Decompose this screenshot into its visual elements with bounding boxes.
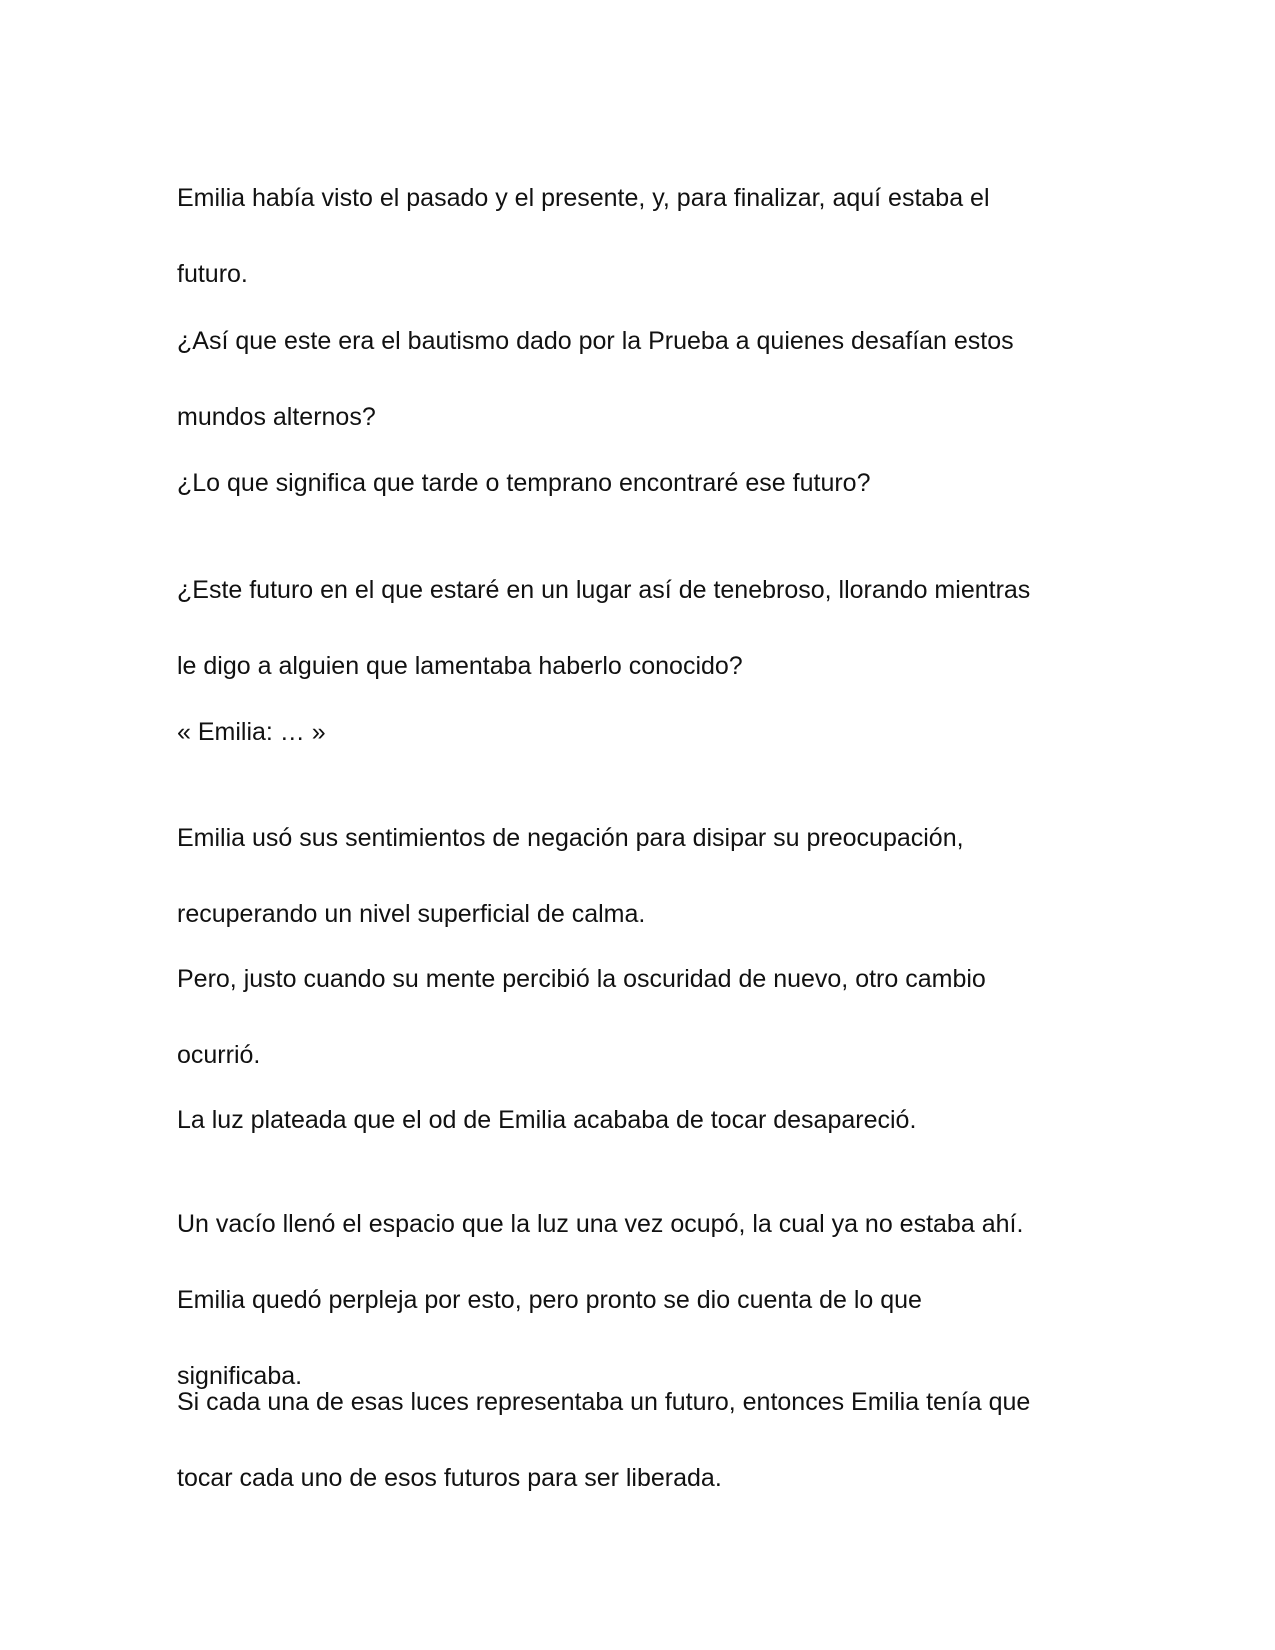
paragraph-line: Un vacío llenó el espacio que la luz una vez ocupó, la cual ya no estaba ahí.: [177, 1210, 1024, 1238]
paragraph-line: futuro.: [177, 260, 248, 288]
paragraph-line: Pero, justo cuando su mente percibió la oscuridad de nuevo, otro cambio: [177, 965, 986, 993]
paragraph-3: [177, 426, 1117, 540]
paragraph-line: ¿Este futuro en el que estaré en un lugar así de tenebroso, llorando mientras: [177, 576, 1031, 604]
paragraph-line: « Emilia: … »: [177, 718, 326, 746]
paragraph-line: Si cada una de esas luces representaba un futuro, entonces Emilia tenía que: [177, 1388, 1031, 1416]
paragraph-line: significaba.: [177, 1362, 303, 1390]
paragraph-line: ¿Lo que significa que tarde o temprano encontraré ese futuro?: [177, 469, 871, 497]
paragraph-line: recuperando un nivel superficial de calma.: [177, 900, 646, 928]
paragraph-5: [177, 675, 1117, 789]
paragraph-line: Emilia quedó perpleja por esto, pero pronto se dio cuenta de lo que: [177, 1286, 922, 1314]
paragraph-line: tocar cada uno de esos futuros para ser liberada.: [177, 1464, 722, 1492]
paragraph-line: le digo a alguien que lamentaba haberlo conocido?: [177, 652, 743, 680]
paragraph-line: mundos alternos?: [177, 403, 376, 431]
paragraph-line: ¿Así que este era el bautismo dado por la Prueba a quienes desafían estos: [177, 327, 1014, 355]
paragraph-line: ocurrió.: [177, 1041, 261, 1069]
paragraph-10: [177, 1345, 1117, 1535]
paragraph-line: Emilia usó sus sentimientos de negación para disipar su preocupación,: [177, 824, 964, 852]
paragraph-8: [177, 1063, 1117, 1177]
paragraph-line: Emilia había visto el pasado y el presente, y, para finalizar, aquí estaba el: [177, 184, 990, 212]
paragraph-line: La luz plateada que el od de Emilia acababa de tocar desapareció.: [177, 1106, 917, 1134]
